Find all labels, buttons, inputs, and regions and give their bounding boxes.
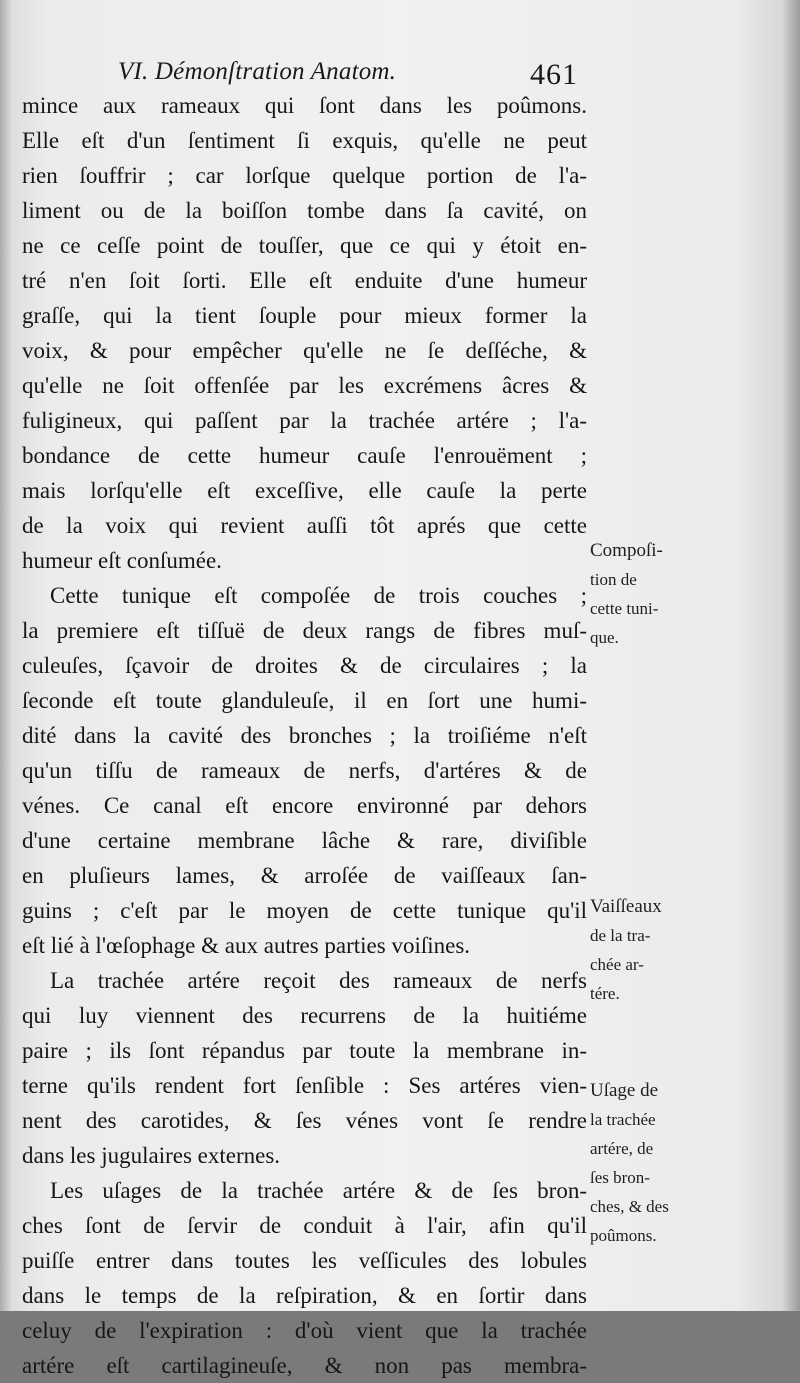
- note-line: Compoſi-: [590, 540, 663, 561]
- text-line: qui luy viennent des recurrens de la huitiéme: [22, 1003, 587, 1028]
- text-line: mais lorſqu'elle eſt exceſſive, elle cauſe la perte: [22, 478, 587, 503]
- margin-note-usage: [590, 1076, 795, 1250]
- note-line: tére.: [590, 984, 620, 1003]
- text-line: humeur eſt conſumée.: [22, 548, 222, 573]
- text-line: mince aux rameaux qui ſont dans les poûmons.: [22, 93, 587, 118]
- text-line: culeuſes, ſçavoir de droites & de circulaires ; la: [22, 653, 587, 678]
- text-line: d'une certaine membrane lâche & rare, diviſible: [22, 828, 587, 853]
- note-line: ſes bron-: [590, 1168, 650, 1187]
- text-line: rien ſouffrir ; car lorſque quelque portion de l'a-: [22, 163, 587, 188]
- text-line: La trachée artére reçoit des rameaux de nerfs: [50, 968, 587, 993]
- text-line: tré n'en ſoit ſorti. Elle eſt enduite d'une humeur: [22, 268, 587, 293]
- text-line: voix, & pour empêcher qu'elle ne ſe deſſéche, &: [22, 338, 587, 363]
- note-line: chée ar-: [590, 955, 644, 974]
- text-line: ches ſont de ſervir de conduit à l'air, afin qu'il: [22, 1213, 587, 1238]
- note-line: la trachée: [590, 1110, 656, 1129]
- running-title: VI. Démonſtration Anatom.: [118, 58, 397, 85]
- text-line: guins ; c'eſt par le moyen de cette tunique qu'il: [22, 898, 587, 923]
- text-line: puiſſe entrer dans toutes les veſſicules des lobules: [22, 1248, 587, 1273]
- note-line: Vaiſſeaux: [590, 896, 662, 917]
- note-line: Uſage de: [590, 1080, 659, 1101]
- text-line: dans les jugulaires externes.: [22, 1143, 281, 1168]
- text-line: terne qu'ils rendent fort ſenſible : Ses artéres vien-: [22, 1073, 587, 1098]
- text-line: Elle eſt d'un ſentiment ſi exquis, qu'elle ne peut: [22, 128, 587, 153]
- note-line: cette tuni-: [590, 599, 659, 618]
- text-line: liment ou de la boiſſon tombe dans ſa cavité, on: [22, 198, 587, 223]
- note-line: de la tra-: [590, 926, 651, 945]
- text-line: artére eſt cartilagineuſe, & non pas membra-: [22, 1353, 587, 1378]
- margin-note-vessels: [590, 892, 795, 1008]
- text-line: qu'elle ne ſoit offenſée par les excrémens âcres &: [22, 373, 587, 398]
- note-line: ches, & des: [590, 1197, 669, 1216]
- text-line: graſſe, qui la tient ſouple pour mieux former la: [22, 303, 587, 328]
- page-number: 461: [530, 58, 578, 91]
- text-line: celuy de l'expiration : d'où vient que la trachée: [22, 1318, 587, 1343]
- note-line: poûmons.: [590, 1226, 657, 1245]
- text-line: paire ; ils ſont répandus par toute la membrane in-: [22, 1038, 587, 1063]
- text-line: dans le temps de la reſpiration, & en ſortir dans: [22, 1283, 587, 1308]
- note-line: artére, de: [590, 1139, 654, 1158]
- text-line: nent des carotides, & ſes vénes vont ſe rendre: [22, 1108, 587, 1133]
- text-line: qu'un tiſſu de rameaux de nerfs, d'artéres & de: [22, 758, 587, 783]
- text-line: bondance de cette humeur cauſe l'enrouëment ;: [22, 443, 587, 468]
- text-line: Cette tunique eſt compoſée de trois couches ;: [50, 583, 587, 608]
- text-line: eſt lié à l'œſophage & aux autres parties voiſines.: [22, 933, 471, 958]
- text-line: fuligineux, qui paſſent par la trachée artére ; l'a-: [22, 408, 587, 433]
- text-line: ne ce ceſſe point de touſſer, que ce qui y étoit en-: [22, 233, 587, 258]
- text-line: en pluſieurs lames, & arroſée de vaiſſeaux ſan-: [22, 863, 587, 888]
- text-line: Les uſages de la trachée artére & de ſes bron-: [50, 1178, 587, 1203]
- page-left-shadow: [0, 0, 12, 1311]
- text-line: dité dans la cavité des bronches ; la troiſiéme n'eſt: [22, 723, 587, 748]
- text-line: de la voix qui revient auſſi tôt aprés que cette: [22, 513, 587, 538]
- body-text: [22, 88, 587, 1383]
- note-line: tion de: [590, 570, 637, 589]
- text-line: vénes. Ce canal eſt encore environné par dehors: [22, 793, 587, 818]
- margin-note-composition: [590, 536, 795, 652]
- note-line: que.: [590, 628, 619, 647]
- text-line: la premiere eſt tiſſuë de deux rangs de fibres muſ-: [22, 618, 587, 643]
- text-line: ſeconde eſt toute glanduleuſe, il en ſort une humi-: [22, 688, 587, 713]
